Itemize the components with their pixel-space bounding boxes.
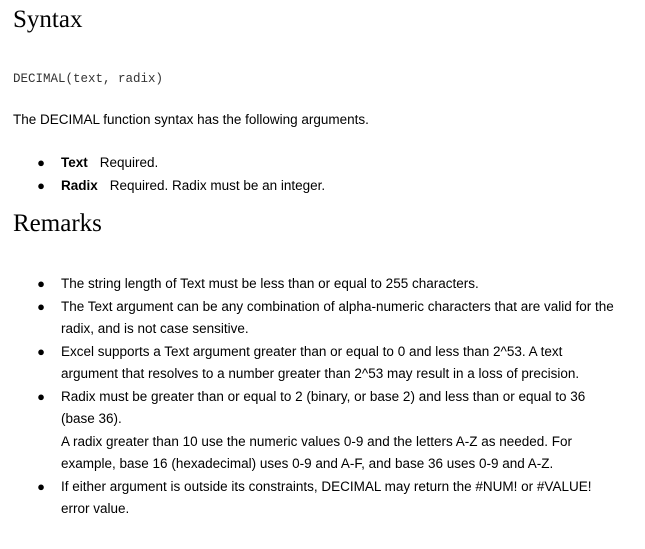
remarks-heading: Remarks: [13, 210, 102, 237]
remark-item: [0, 273, 621, 296]
bullet-icon: ●: [37, 478, 45, 494]
remark-subparagraph: A radix greater than 10 use the numeric values 0-9 and the letters A-Z as needed. For example, base 16 (hexadecimal) uses 0-9 and A-F, and base 36 uses 0-9 and A-Z.: [61, 433, 573, 471]
bullet-icon: ●: [37, 298, 45, 314]
argument-item-text: [0, 151, 621, 174]
remark-text: If either argument is outside its constraints, DECIMAL may return the #NUM! or #VALUE! error value.: [61, 478, 592, 516]
syntax-heading: Syntax: [13, 6, 83, 33]
syntax-intro-text: The DECIMAL function syntax has the following arguments.: [13, 112, 369, 127]
bullet-icon: ●: [37, 276, 45, 291]
bullet-icon: ●: [37, 178, 45, 193]
bullet-icon: ●: [37, 155, 45, 170]
remarks-list: [0, 273, 621, 521]
argument-description: Required.: [99, 155, 159, 170]
argument-description: Required. Radix must be an integer.: [109, 178, 326, 193]
bullet-icon: ●: [37, 388, 45, 404]
remark-item: [0, 476, 621, 521]
argument-item-radix: [0, 174, 621, 197]
remark-item: [0, 296, 621, 341]
argument-name: Text: [61, 155, 88, 170]
arguments-list: [0, 151, 621, 197]
remark-text: The Text argument can be any combination of alpha-numeric characters that are valid for the radix, and is not case sensitive.: [61, 298, 614, 336]
argument-name: Radix: [61, 178, 98, 193]
remark-item: [0, 341, 621, 386]
syntax-code: DECIMAL(text, radix): [13, 72, 164, 86]
remark-text: Radix must be greater than or equal to 2 (binary, or base 2) and less than or equal to 36 (base 36).: [61, 388, 586, 426]
remark-item: [0, 386, 621, 476]
remark-text: The string length of Text must be less than or equal to 255 characters.: [61, 276, 479, 291]
remark-text: Excel supports a Text argument greater than or equal to 0 and less than 2^53. A text argument that resolves to a number greater than 2^53 may result in a loss of precision.: [61, 343, 580, 381]
bullet-icon: ●: [37, 343, 45, 359]
